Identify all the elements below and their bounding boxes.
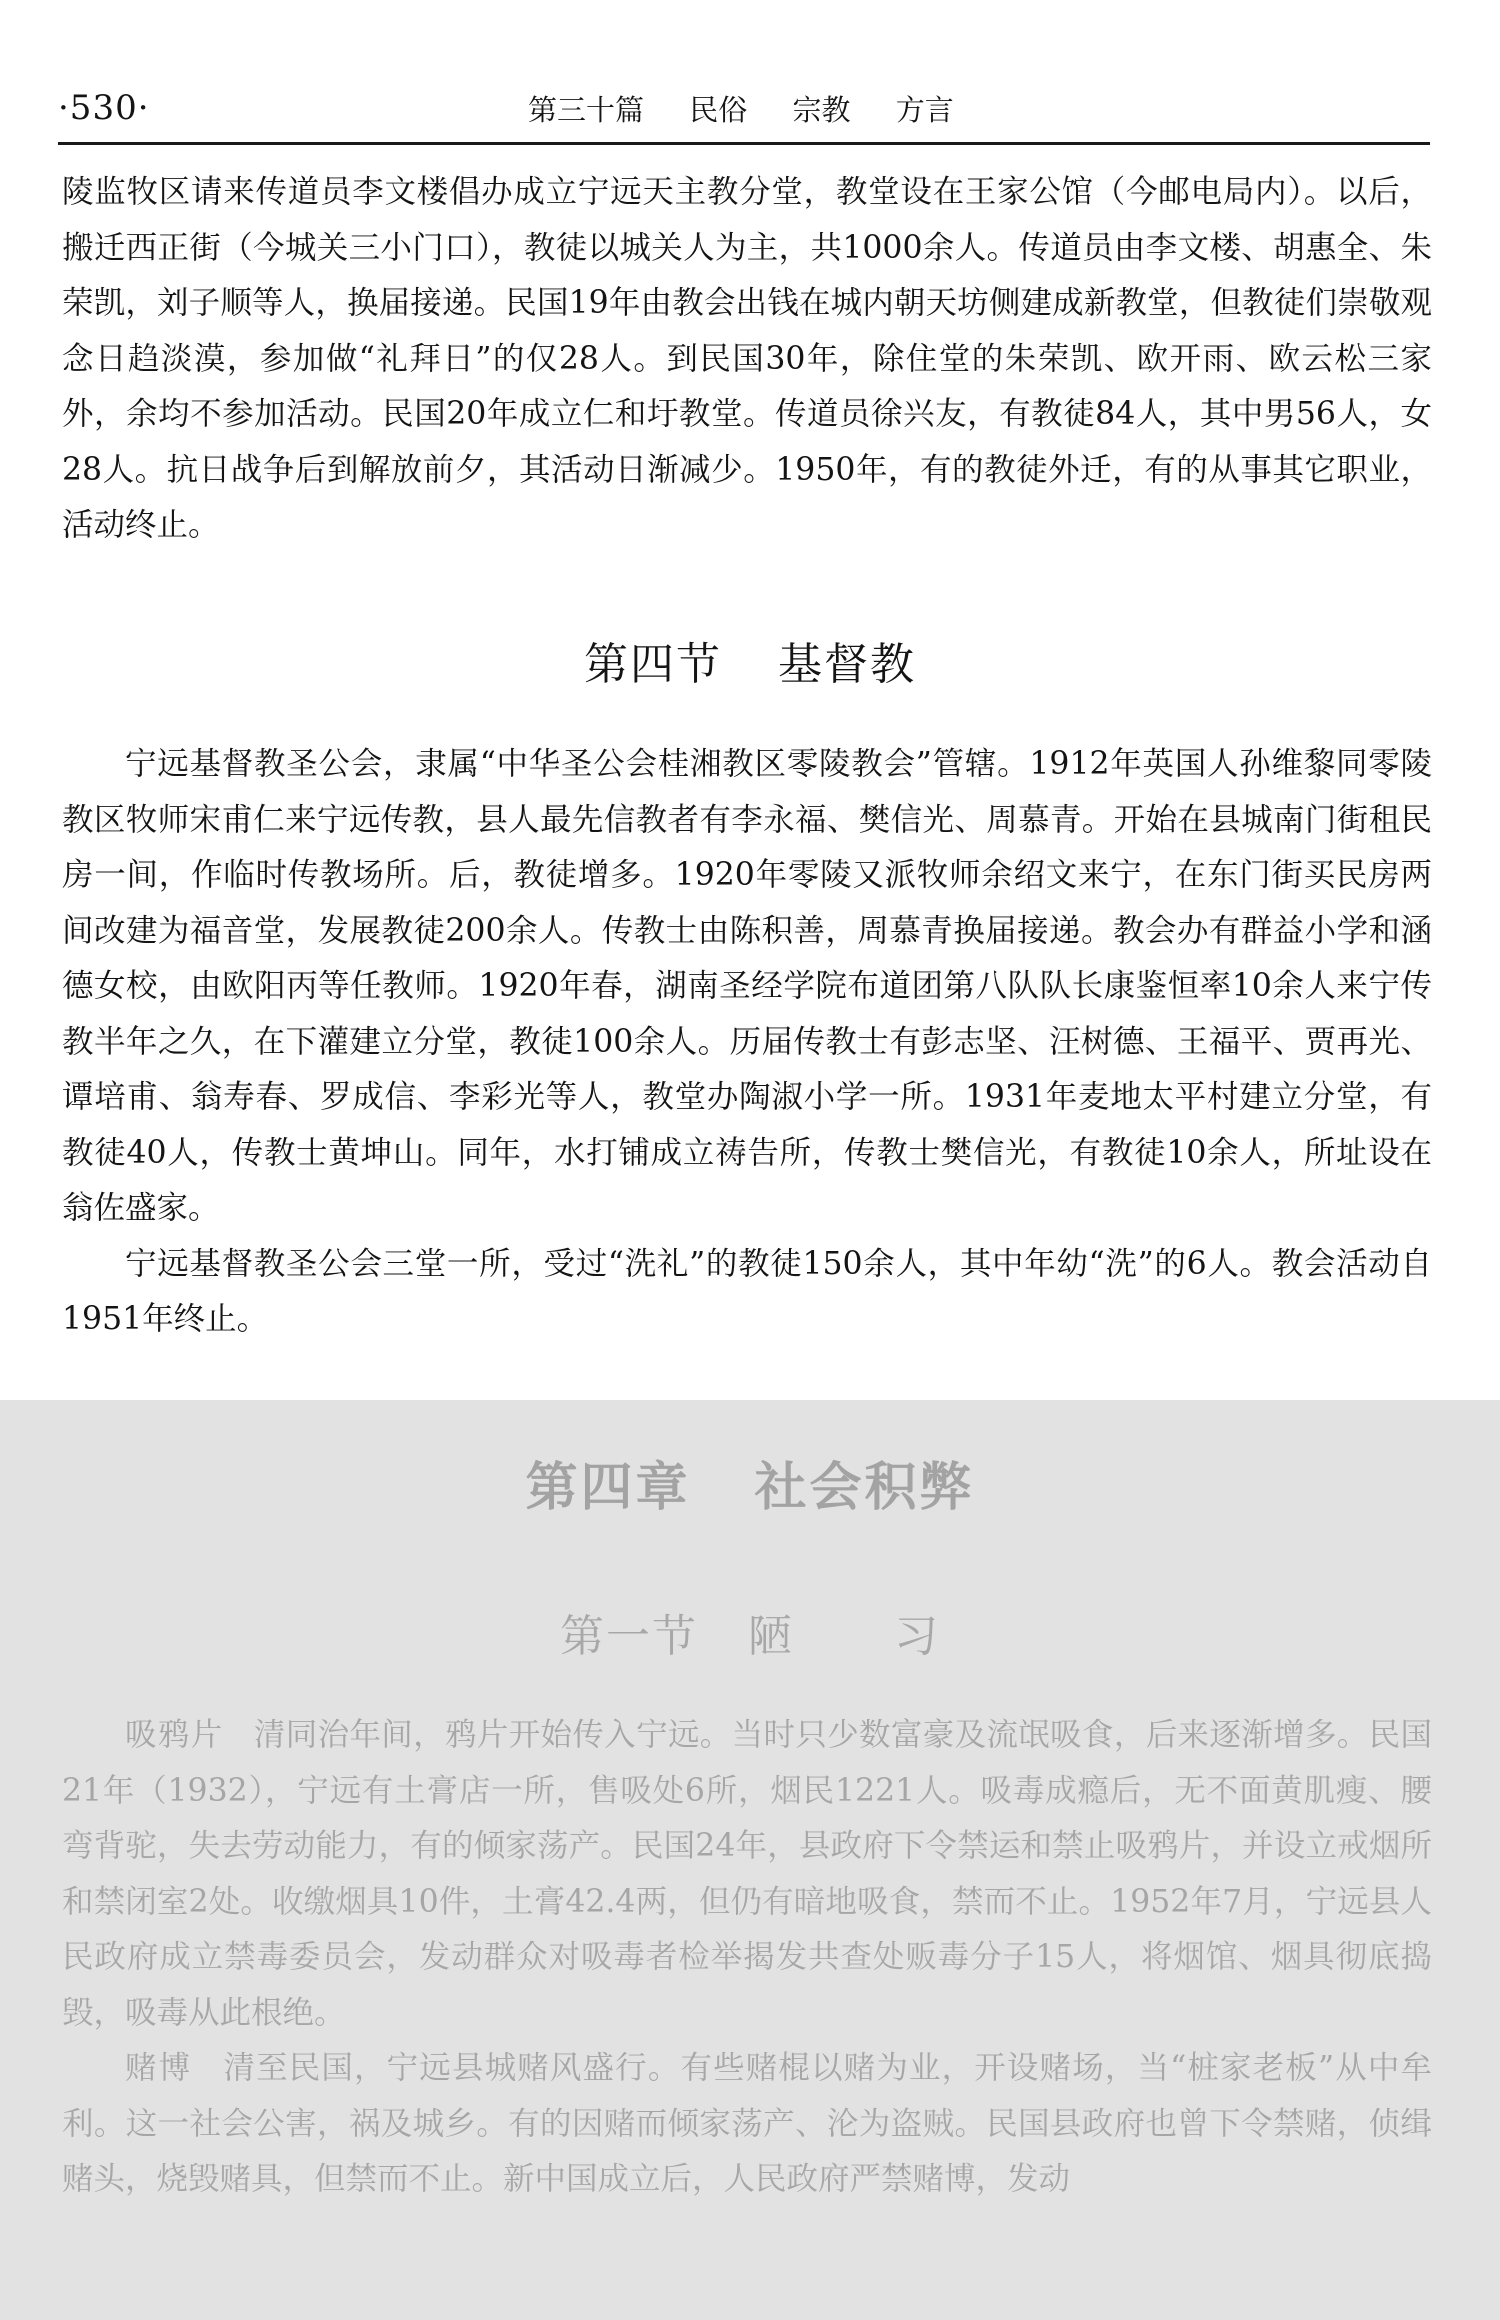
paragraph-term: 吸鸦片 — [125, 1717, 224, 1753]
paragraph-term: 赌博 — [125, 2050, 193, 2086]
section-name: 基督教 — [778, 639, 916, 690]
body-paragraph — [62, 2041, 1432, 2208]
header-rule — [58, 142, 1430, 145]
chapter-name: 社会积弊 — [754, 1458, 975, 1518]
chapter-heading — [0, 1445, 1500, 1520]
top-paragraph-block — [62, 165, 1432, 554]
chapter-number: 第四章 — [525, 1458, 691, 1518]
body-paragraph: 陵监牧区请来传道员李文楼倡办成立宁远天主教分堂，教堂设在王家公馆（今邮电局内）。以后，搬迁西正街（今城关三小门口），教徒以城关人为主，共1000余人。传道员由李文楼、胡惠全、朱荣凯，刘子顺等人，换届接递。民国19年由教会出钱在城内朝天坊侧建成新教堂，但教徒们崇敬观念日趋淡漠，参加做“礼拜日”的仅28人。到民国30年，除住堂的朱荣凯、欧开雨、欧云松三家外，余均不参加活动。民国20年成立仁和圩教堂。传道员徐兴友，有教徒84人，其中男56人，女28人。抗日战争后到解放前夕，其活动日渐减少。1950年，有的教徒外迁，有的从事其它职业，活动终止。 — [62, 174, 1432, 543]
running-title — [528, 88, 990, 129]
subsection-name-char: 习 — [894, 1611, 940, 1662]
section-one-body — [62, 1708, 1432, 2208]
body-paragraph: 宁远基督教圣公会，隶属“中华圣公会桂湘教区零陵教会”管辖。1912年英国人孙维黎同零陵教区牧师宋甫仁来宁远传教，县人最先信教者有李永福、樊信光、周慕青。开始在县城南门街租民房一间，作临时传教场所。后，教徒增多。1920年零陵又派牧师余绍文来宁，在东门街买民房两间改建为福音堂，发展教徒200余人。传教士由陈积善，周慕青换届接递。教会办有群益小学和涵德女校，由欧阳丙等任教师。1920年春，湖南圣经学院布道团第八队队长康鉴恒率10余人来宁传教半年之久，在下灌建立分堂，教徒100余人。历届传教士有彭志坚、汪树德、王福平、贾再光、谭培甫、翁寿春、罗成信、李彩光等人，教堂办陶淑小学一所。1931年麦地太平村建立分堂，有教徒40人，传教士黄坤山。同年，水打铺成立祷告所，传教士樊信光，有教徒10余人，所址设在翁佐盛家。 — [62, 746, 1432, 1226]
running-title-part: 民俗 — [689, 93, 748, 127]
section-heading — [0, 628, 1500, 692]
body-paragraph: 宁远基督教圣公会三堂一所，受过“洗礼”的教徒150余人，其中年幼“洗”的6人。教会活动自1951年终止。 — [62, 1245, 1432, 1337]
page-header — [58, 70, 1430, 144]
section-four-body — [62, 737, 1432, 1348]
subsection-heading — [0, 1600, 1500, 1664]
section-number: 第四节 — [584, 639, 722, 690]
subsection-name-char: 陋 — [748, 1611, 794, 1662]
body-paragraph — [62, 1708, 1432, 2041]
running-title-part: 宗教 — [792, 93, 851, 127]
page-number: ·530· — [58, 88, 150, 128]
running-title-part: 第三十篇 — [528, 93, 645, 127]
running-title-part: 方言 — [895, 93, 954, 127]
subsection-number: 第一节 — [560, 1611, 698, 1662]
paragraph-text: 清同治年间，鸦片开始传入宁远。当时只少数富豪及流氓吸食，后来逐渐增多。民国21年（1932），宁远有土膏店一所，售吸处6所，烟民1221人。吸毒成瘾后，无不面黄肌瘦、腰弯背驼，失去劳动能力，有的倾家荡产。民国24年，县政府下令禁运和禁止吸鸦片，并设立戒烟所和禁闭室2处。收缴烟具10件，土膏42.4两，但仍有暗地吸食，禁而不止。1952年7月，宁远县人民政府成立禁毒委员会，发动群众对吸毒者检举揭发共查处贩毒分子15人，将烟馆、烟具彻底捣毁，吸毒从此根绝。 — [62, 1717, 1432, 2031]
paragraph-text: 清至民国，宁远县城赌风盛行。有些赌棍以赌为业，开设赌场，当“桩家老板”从中牟利。这一社会公害，祸及城乡。有的因赌而倾家荡产、沦为盗贼。民国县政府也曾下令禁赌，侦缉赌头，烧毁赌具，但禁而不止。新中国成立后，人民政府严禁赌博，发动 — [62, 2050, 1432, 2197]
